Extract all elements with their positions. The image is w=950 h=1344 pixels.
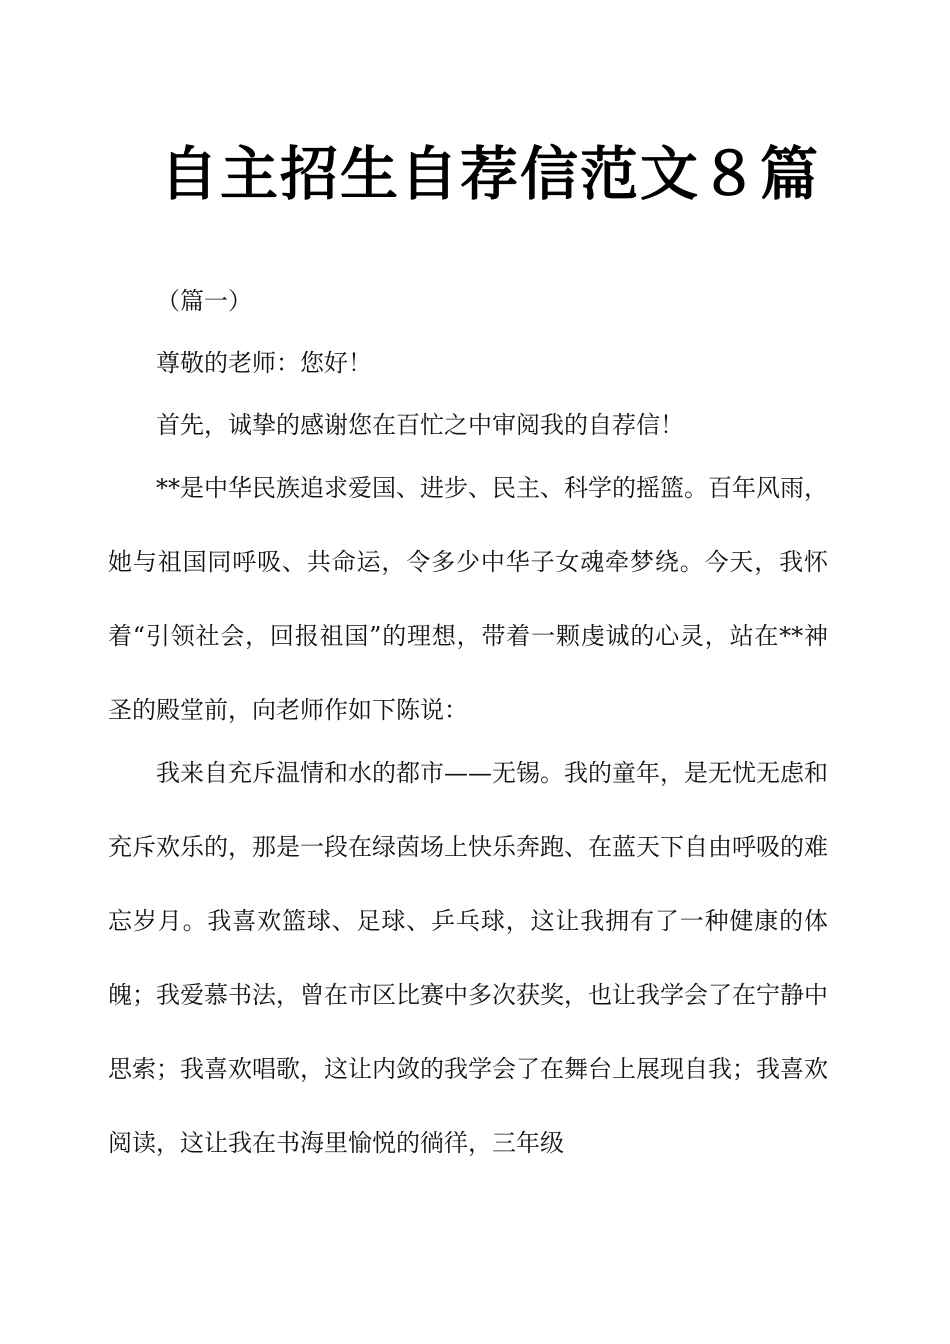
section-heading: （篇一） — [156, 287, 252, 315]
salutation: 尊敬的老师：您好！ — [156, 349, 372, 377]
paragraph: 我来自充斥温情和水的都市——无锡。我的童年，是无忧无虑和充斥欢乐的，那是一段在绿茵场上快乐奔跑、在蓝天下自由呼吸的难忘岁月。我喜欢篮球、足球、乒乓球，这让我拥有了一种健康的体魄；我爱慕书法，曾在市区比赛中多次获奖，也让我学会了在宁静中思索；我喜欢唱歌，这让内敛的我学会了在舞台上展现自我；我喜欢阅读，这让我在书海里愉悦的徜徉，三年级 — [108, 759, 828, 1157]
document-body — [108, 280, 828, 1184]
paragraph: 首先，诚挚的感谢您在百忙之中审阅我的自荐信！ — [156, 411, 684, 439]
page-title: 自主招生自荐信范文８篇 — [159, 140, 820, 208]
paragraph: **是中华民族追求爱国、进步、民主、科学的摇篮。百年风雨，她与祖国同呼吸、共命运，令多少中华子女魂牵梦绕。今天，我怀着“引领社会，回报祖国”的理想，带着一颗虔诚的心灵，站在**神圣的殿堂前，向老师作如下陈说： — [108, 474, 828, 724]
